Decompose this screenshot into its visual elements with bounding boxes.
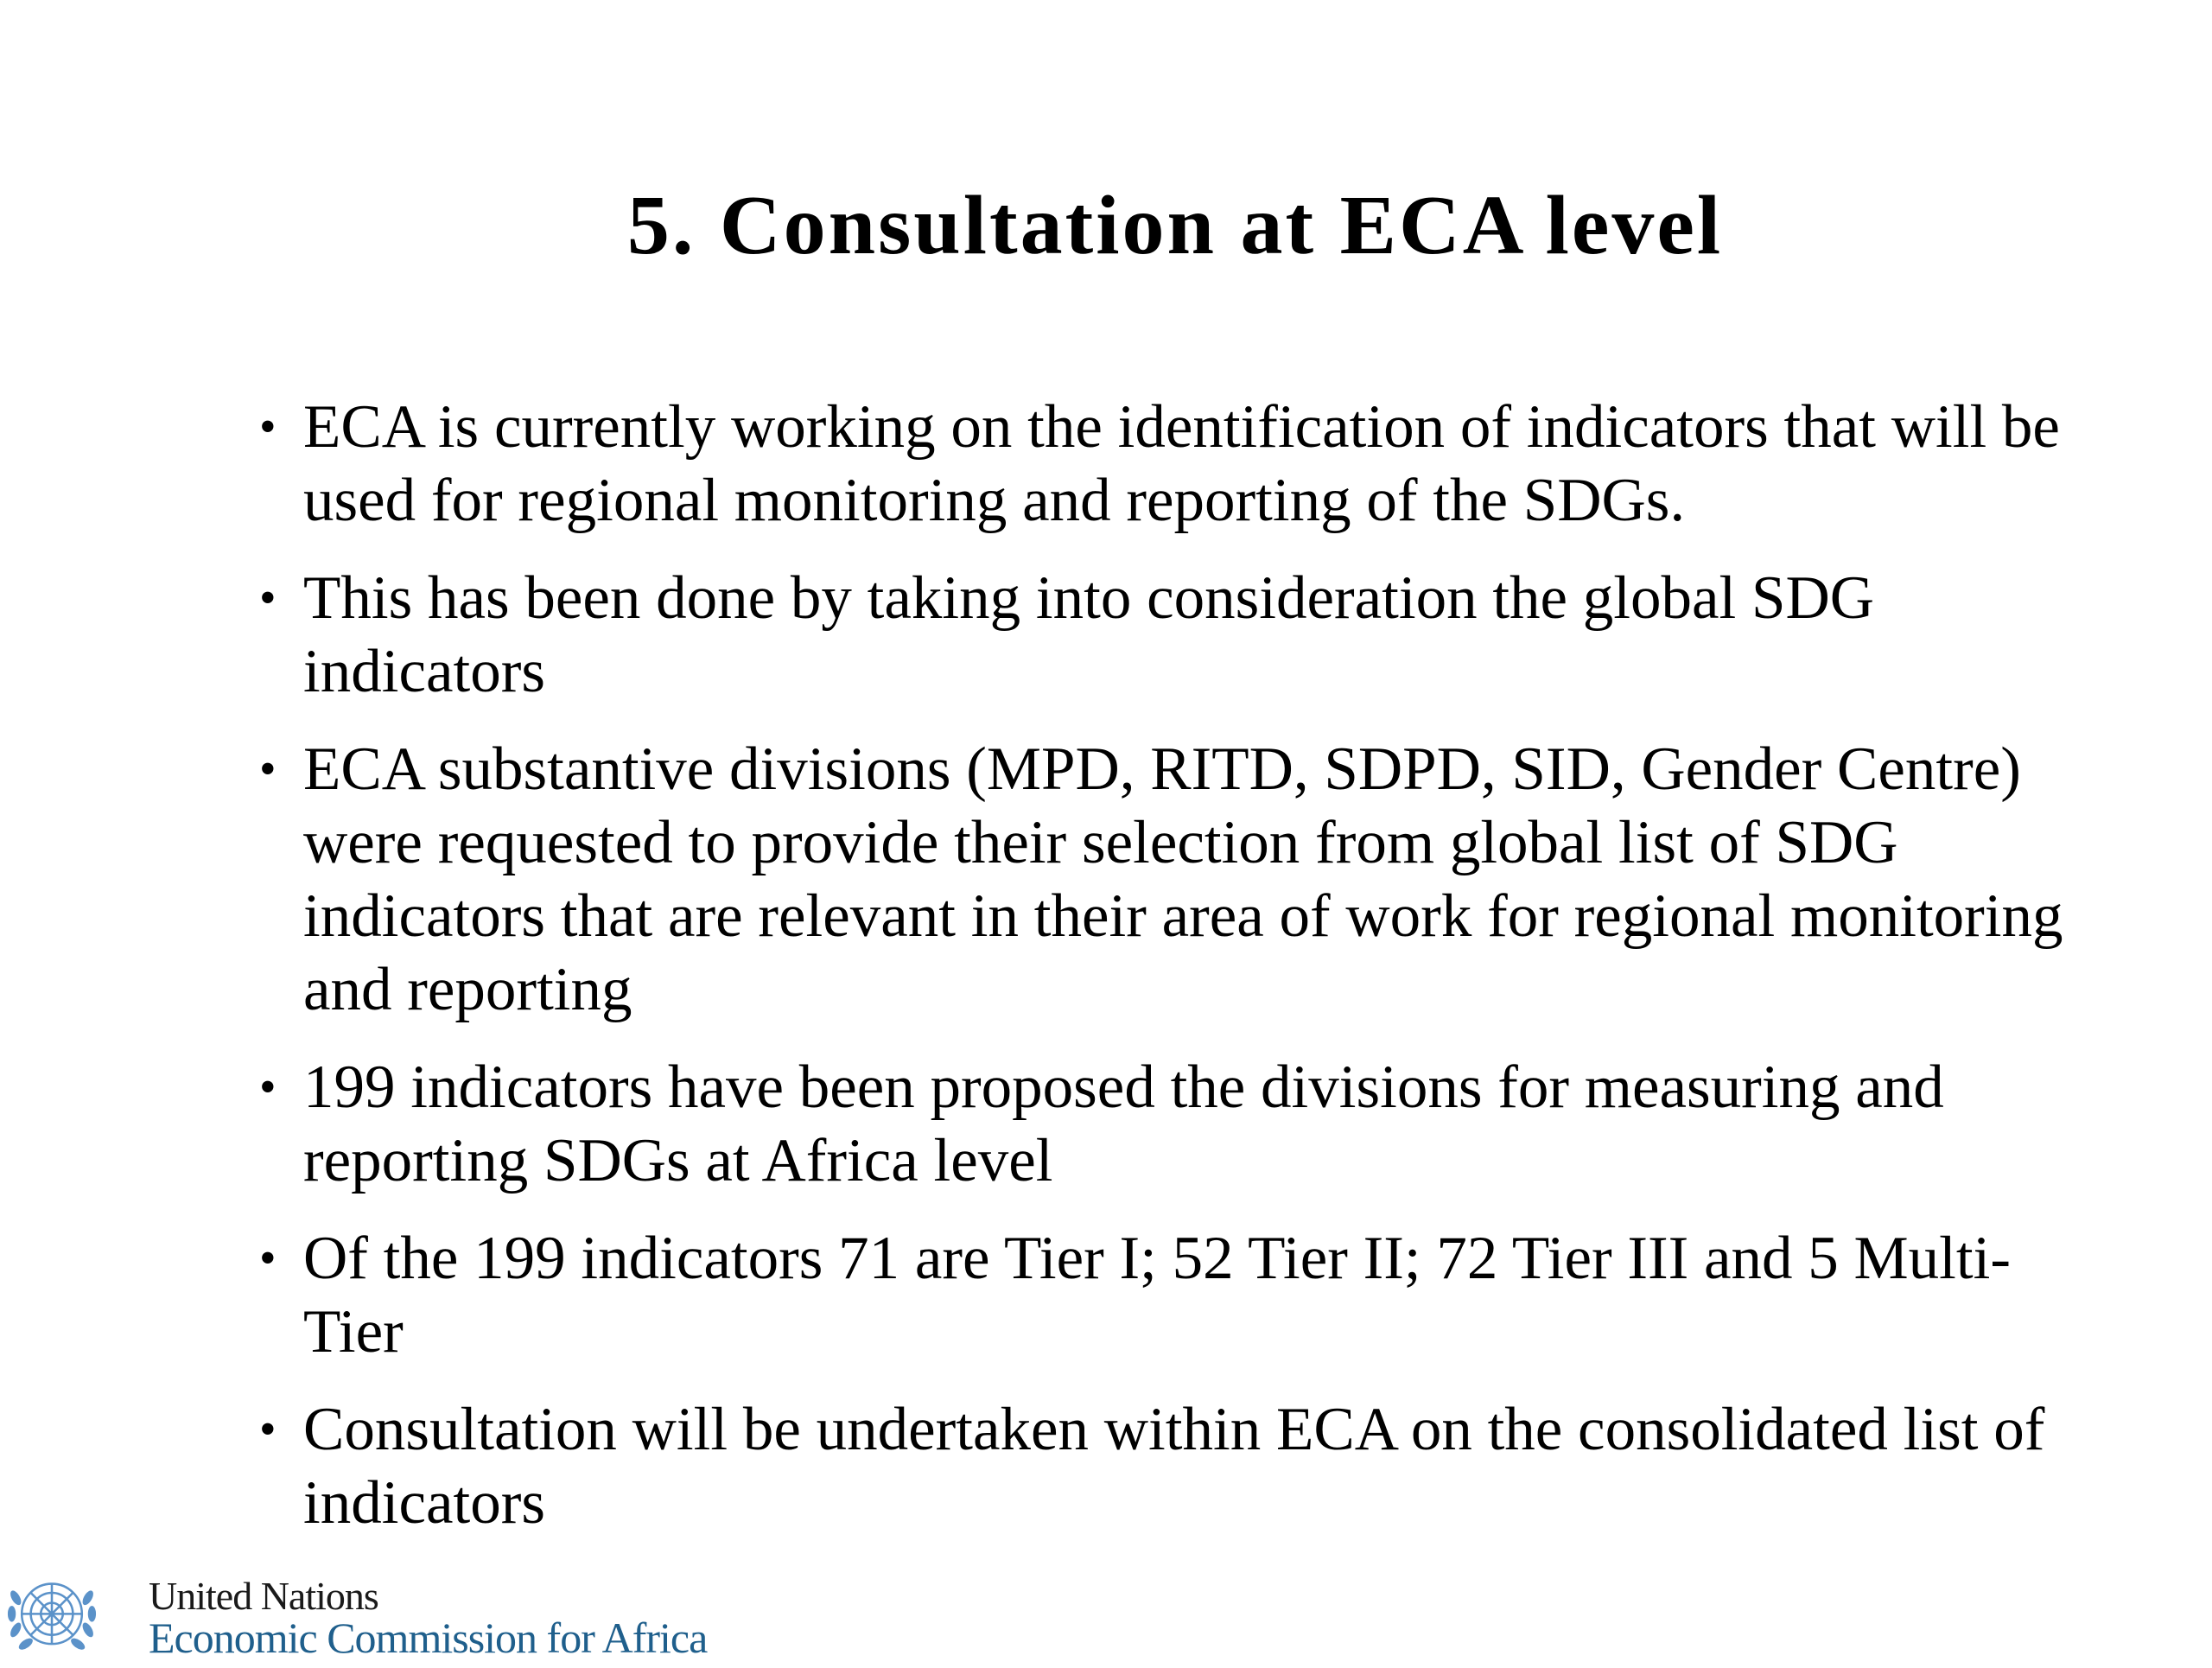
bullet-point-icon: •	[259, 1232, 276, 1285]
bullet-item	[259, 1051, 2108, 1198]
bullet-text: Of the 199 indicators 71 are Tier I; 52 Tier II; 72 Tier III and 5 Multi-Tier	[303, 1225, 2012, 1366]
bullet-point-icon: •	[259, 571, 276, 625]
bullet-text: 199 indicators have been proposed the divisions for measuring and reporting SDGs at Africa level	[303, 1054, 1944, 1194]
footer-logo-block	[0, 1556, 778, 1662]
org-subname: Economic Commission for Africa	[149, 1614, 708, 1662]
bullet-point-icon: •	[259, 400, 276, 454]
bullet-item	[259, 1222, 2108, 1369]
bullet-point-icon: •	[259, 1060, 276, 1114]
bullet-item	[259, 562, 2108, 709]
bullet-list	[259, 391, 2108, 1564]
bullet-text: ECA is currently working on the identification of indicators that will be used for regional monitoring and reporting of the SDGs.	[303, 393, 2060, 534]
bullet-text: ECA substantive divisions (MPD, RITD, SDPD, SID, Gender Centre) were requested to provide their selection from global list of SDG indicators that are relevant in their area of work for regional monitoring and reporting	[303, 735, 2063, 1023]
un-emblem-icon	[2, 1568, 102, 1668]
bullet-text: This has been done by taking into consideration the global SDG indicators	[303, 564, 1875, 705]
bullet-text: Consultation will be undertaken within ECA on the consolidated list of indicators	[303, 1396, 2045, 1537]
bullet-item	[259, 733, 2108, 1027]
org-name: United Nations	[149, 1574, 378, 1618]
bullet-item	[259, 1393, 2108, 1540]
bullet-item	[259, 391, 2108, 538]
slide-title: 5. Consultation at ECA level	[626, 179, 1724, 272]
bullet-point-icon: •	[259, 742, 276, 796]
bullet-point-icon: •	[259, 1403, 276, 1456]
